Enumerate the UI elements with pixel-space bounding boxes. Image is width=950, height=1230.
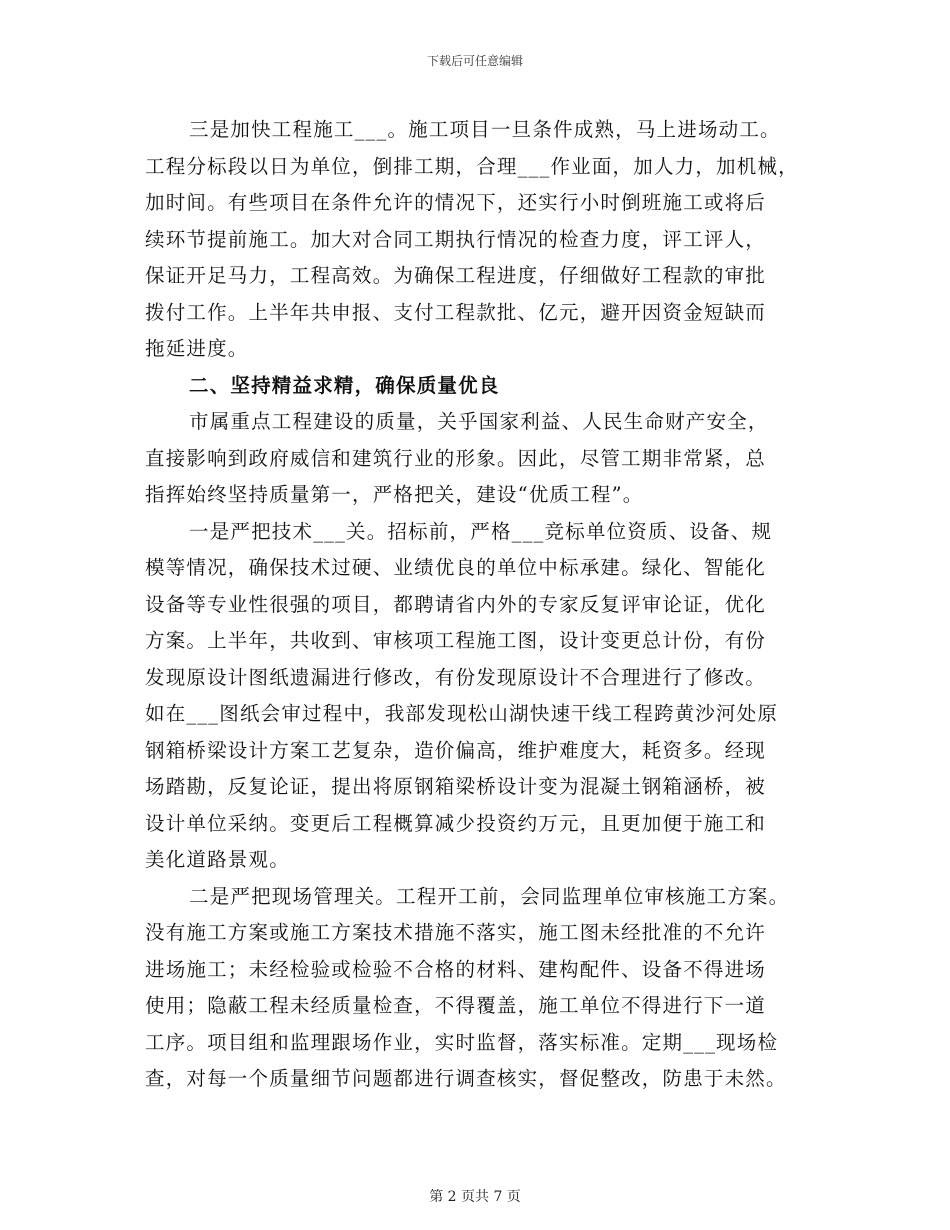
paragraph-line: 发现原设计图纸遗漏进行修改，有份发现原设计不合理进行了修改。 — [145, 665, 767, 689]
paragraph-line: 场踏勘，反复论证，提出将原钢箱梁桥设计变为混凝土钢箱涵桥，被 — [145, 775, 767, 798]
paragraph-line: 工序。项目组和监理跟场作业，实时监督，落实标准。定期___现场检 — [145, 1030, 779, 1054]
paragraph-line: 保证开足马力，工程高效。为确保工程进度，仔细做好工程款的审批 — [145, 264, 767, 287]
paragraph-line: 如在___图纸会审过程中，我部发现松山湖快速干线工程跨黄沙河处原 — [145, 702, 779, 725]
paragraph-line: 美化道路景观。 — [145, 848, 290, 871]
paragraph-line: 续环节提前施工。加大对合同工期执行情况的检查力度，评工评人， — [145, 227, 767, 251]
paragraph-line: 市属重点工程建设的质量，关乎国家利益、人民生命财产安全， — [189, 410, 769, 433]
page-header: 下载后可任意编辑 — [426, 54, 523, 68]
paragraph-line: 没有施工方案或施工方案技术措施不落实，施工图未经批准的不允许 — [145, 921, 767, 944]
paragraph-line: 加时间。有些项目在条件允许的情况下，还实行小时倒班施工或将后 — [145, 191, 767, 214]
paragraph-line: 指挥始终坚持质量第一，严格把关，建设“优质工程”。 — [145, 483, 644, 506]
paragraph-line: 钢箱桥梁设计方案工艺复杂，造价偏高，维护难度大，耗资多。经现 — [145, 738, 767, 762]
section-heading: 二、坚持精益求精，确保质量优良 — [189, 373, 500, 397]
paragraph-line: 直接影响到政府威信和建筑行业的形象。因此，尽管工期非常紧，总 — [145, 446, 767, 470]
paragraph-line: 方案。上半年，共收到、审核项工程施工图，设计变更总计份，有份 — [145, 629, 767, 652]
paragraph-line: 模等情况，确保技术过硬、业绩优良的单位中标承建。绿化、智能化 — [145, 556, 767, 579]
paragraph-line: 三是加快工程施工___。施工项目一旦条件成熟，马上进场动工。 — [189, 118, 781, 141]
paragraph-line: 二是严把现场管理关。工程开工前，会同监理单位审核施工方案。 — [189, 884, 790, 908]
paragraph-line: 进场施工；未经检验或检验不合格的材料、建构配件、设备不得进场 — [145, 957, 767, 981]
paragraph-line: 一是严把技术___关。招标前，严格___竞标单位资质、设备、规 — [189, 519, 773, 543]
document-body — [145, 112, 815, 1098]
paragraph-line: 拖延进度。 — [145, 337, 249, 360]
paragraph-line: 设备等专业性很强的项目，都聘请省内外的专家反复评审论证，优化 — [145, 592, 767, 616]
paragraph-line: 设计单位采纳。变更后工程概算减少投资约万元，且更加便于施工和 — [145, 811, 767, 835]
paragraph-line: 查，对每一个质量细节问题都进行调查核实，督促整改，防患于未然。 — [145, 1067, 787, 1090]
page-number: 第 2 页共 7 页 — [429, 1189, 521, 1205]
paragraph-line: 拨付工作。上半年共申报、支付工程款批、亿元，避开因资金短缺而 — [145, 300, 767, 324]
paragraph-line: 工程分标段以日为单位，倒排工期，合理___作业面，加人力，加机械， — [145, 154, 799, 178]
paragraph-line: 使用；隐蔽工程未经质量检查，不得覆盖，施工单位不得进行下一道 — [145, 994, 767, 1017]
